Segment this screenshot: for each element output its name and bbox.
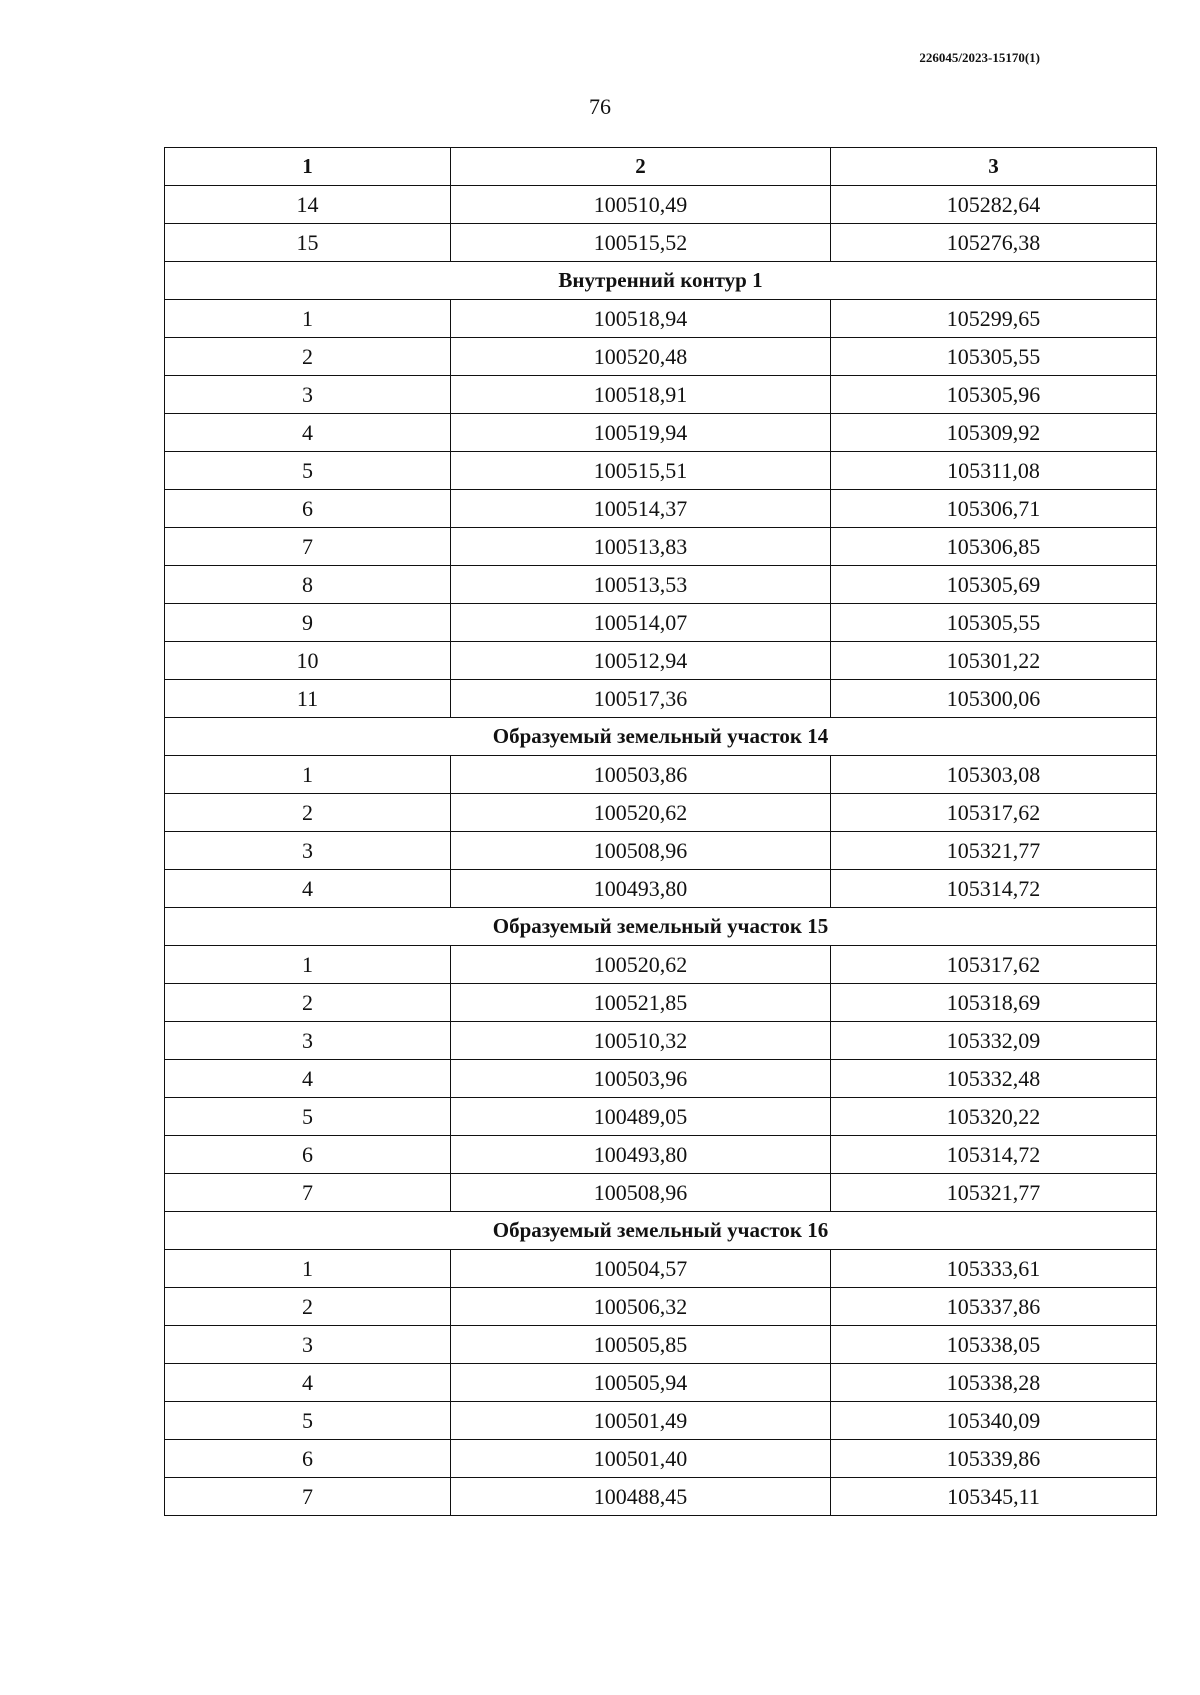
x-coordinate-cell: 100505,94 [451, 1364, 831, 1402]
y-coordinate-cell: 105305,55 [831, 604, 1157, 642]
table-row [165, 1060, 1157, 1098]
section-header-row [165, 908, 1157, 946]
table-row [165, 1022, 1157, 1060]
table-row [165, 1250, 1157, 1288]
x-coordinate-cell: 100514,37 [451, 490, 831, 528]
y-coordinate-cell: 105345,11 [831, 1478, 1157, 1516]
point-number-cell: 1 [165, 756, 451, 794]
x-coordinate-cell: 100510,49 [451, 186, 831, 224]
point-number-cell: 2 [165, 984, 451, 1022]
point-number-cell: 4 [165, 870, 451, 908]
table-row [165, 1098, 1157, 1136]
table-row [165, 642, 1157, 680]
point-number-cell: 5 [165, 1098, 451, 1136]
x-coordinate-cell: 100513,53 [451, 566, 831, 604]
table-row [165, 452, 1157, 490]
point-number-cell: 2 [165, 338, 451, 376]
point-number-cell: 8 [165, 566, 451, 604]
y-coordinate-cell: 105309,92 [831, 414, 1157, 452]
x-coordinate-cell: 100504,57 [451, 1250, 831, 1288]
document-id: 226045/2023-15170(1) [919, 50, 1040, 65]
x-coordinate-cell: 100520,48 [451, 338, 831, 376]
page-number: 76 [589, 94, 611, 119]
y-coordinate-cell: 105340,09 [831, 1402, 1157, 1440]
y-coordinate-cell: 105320,22 [831, 1098, 1157, 1136]
y-coordinate-cell: 105333,61 [831, 1250, 1157, 1288]
table-row [165, 870, 1157, 908]
x-coordinate-cell: 100489,05 [451, 1098, 831, 1136]
table-row [165, 946, 1157, 984]
table-row [165, 1478, 1157, 1516]
x-coordinate-cell: 100503,96 [451, 1060, 831, 1098]
section-title: Образуемый земельный участок 15 [165, 908, 1157, 946]
table-row [165, 1364, 1157, 1402]
table-row [165, 528, 1157, 566]
y-coordinate-cell: 105303,08 [831, 756, 1157, 794]
section-header-row [165, 718, 1157, 756]
point-number-cell: 11 [165, 680, 451, 718]
x-coordinate-cell: 100510,32 [451, 1022, 831, 1060]
point-number-cell: 14 [165, 186, 451, 224]
point-number-cell: 15 [165, 224, 451, 262]
point-number-cell: 4 [165, 1060, 451, 1098]
x-coordinate-cell: 100501,49 [451, 1402, 831, 1440]
table-row [165, 338, 1157, 376]
point-number-cell: 1 [165, 946, 451, 984]
table-row [165, 224, 1157, 262]
point-number-cell: 3 [165, 832, 451, 870]
x-coordinate-cell: 100515,52 [451, 224, 831, 262]
table-header-row [165, 148, 1157, 186]
y-coordinate-cell: 105299,65 [831, 300, 1157, 338]
column-header-2: 2 [451, 148, 831, 186]
y-coordinate-cell: 105317,62 [831, 946, 1157, 984]
y-coordinate-cell: 105321,77 [831, 1174, 1157, 1212]
point-number-cell: 6 [165, 490, 451, 528]
point-number-cell: 7 [165, 1174, 451, 1212]
table-row [165, 1402, 1157, 1440]
table-row [165, 1326, 1157, 1364]
section-header-row [165, 1212, 1157, 1250]
x-coordinate-cell: 100520,62 [451, 794, 831, 832]
x-coordinate-cell: 100508,96 [451, 832, 831, 870]
table-row [165, 300, 1157, 338]
y-coordinate-cell: 105321,77 [831, 832, 1157, 870]
x-coordinate-cell: 100508,96 [451, 1174, 831, 1212]
y-coordinate-cell: 105276,38 [831, 224, 1157, 262]
x-coordinate-cell: 100515,51 [451, 452, 831, 490]
table-row [165, 490, 1157, 528]
y-coordinate-cell: 105305,69 [831, 566, 1157, 604]
point-number-cell: 1 [165, 300, 451, 338]
section-title: Внутренний контур 1 [165, 262, 1157, 300]
table-row [165, 832, 1157, 870]
y-coordinate-cell: 105305,55 [831, 338, 1157, 376]
coordinates-table [164, 147, 1157, 1516]
x-coordinate-cell: 100517,36 [451, 680, 831, 718]
y-coordinate-cell: 105337,86 [831, 1288, 1157, 1326]
y-coordinate-cell: 105282,64 [831, 186, 1157, 224]
point-number-cell: 5 [165, 452, 451, 490]
x-coordinate-cell: 100501,40 [451, 1440, 831, 1478]
table-row [165, 1174, 1157, 1212]
x-coordinate-cell: 100503,86 [451, 756, 831, 794]
point-number-cell: 10 [165, 642, 451, 680]
table-row [165, 756, 1157, 794]
y-coordinate-cell: 105305,96 [831, 376, 1157, 414]
table-row [165, 566, 1157, 604]
y-coordinate-cell: 105339,86 [831, 1440, 1157, 1478]
x-coordinate-cell: 100505,85 [451, 1326, 831, 1364]
point-number-cell: 9 [165, 604, 451, 642]
y-coordinate-cell: 105317,62 [831, 794, 1157, 832]
table-row [165, 1440, 1157, 1478]
x-coordinate-cell: 100518,94 [451, 300, 831, 338]
coordinates-table-body [165, 148, 1157, 1516]
y-coordinate-cell: 105332,09 [831, 1022, 1157, 1060]
table-row [165, 984, 1157, 1022]
x-coordinate-cell: 100506,32 [451, 1288, 831, 1326]
x-coordinate-cell: 100520,62 [451, 946, 831, 984]
point-number-cell: 7 [165, 1478, 451, 1516]
x-coordinate-cell: 100512,94 [451, 642, 831, 680]
table-row [165, 186, 1157, 224]
point-number-cell: 5 [165, 1402, 451, 1440]
section-header-row [165, 262, 1157, 300]
table-row [165, 376, 1157, 414]
y-coordinate-cell: 105338,05 [831, 1326, 1157, 1364]
point-number-cell: 3 [165, 1022, 451, 1060]
y-coordinate-cell: 105332,48 [831, 1060, 1157, 1098]
x-coordinate-cell: 100513,83 [451, 528, 831, 566]
x-coordinate-cell: 100493,80 [451, 870, 831, 908]
y-coordinate-cell: 105338,28 [831, 1364, 1157, 1402]
x-coordinate-cell: 100488,45 [451, 1478, 831, 1516]
section-title: Образуемый земельный участок 14 [165, 718, 1157, 756]
y-coordinate-cell: 105301,22 [831, 642, 1157, 680]
x-coordinate-cell: 100521,85 [451, 984, 831, 1022]
table-row [165, 604, 1157, 642]
point-number-cell: 2 [165, 1288, 451, 1326]
x-coordinate-cell: 100514,07 [451, 604, 831, 642]
x-coordinate-cell: 100493,80 [451, 1136, 831, 1174]
point-number-cell: 4 [165, 1364, 451, 1402]
y-coordinate-cell: 105314,72 [831, 870, 1157, 908]
point-number-cell: 3 [165, 1326, 451, 1364]
table-row [165, 1288, 1157, 1326]
table-row [165, 414, 1157, 452]
y-coordinate-cell: 105311,08 [831, 452, 1157, 490]
section-title: Образуемый земельный участок 16 [165, 1212, 1157, 1250]
point-number-cell: 6 [165, 1440, 451, 1478]
point-number-cell: 2 [165, 794, 451, 832]
table-row [165, 680, 1157, 718]
y-coordinate-cell: 105306,71 [831, 490, 1157, 528]
column-header-3: 3 [831, 148, 1157, 186]
point-number-cell: 3 [165, 376, 451, 414]
point-number-cell: 6 [165, 1136, 451, 1174]
point-number-cell: 7 [165, 528, 451, 566]
point-number-cell: 4 [165, 414, 451, 452]
y-coordinate-cell: 105318,69 [831, 984, 1157, 1022]
column-header-1: 1 [165, 148, 451, 186]
x-coordinate-cell: 100519,94 [451, 414, 831, 452]
table-row [165, 1136, 1157, 1174]
y-coordinate-cell: 105300,06 [831, 680, 1157, 718]
point-number-cell: 1 [165, 1250, 451, 1288]
y-coordinate-cell: 105314,72 [831, 1136, 1157, 1174]
x-coordinate-cell: 100518,91 [451, 376, 831, 414]
table-row [165, 794, 1157, 832]
y-coordinate-cell: 105306,85 [831, 528, 1157, 566]
